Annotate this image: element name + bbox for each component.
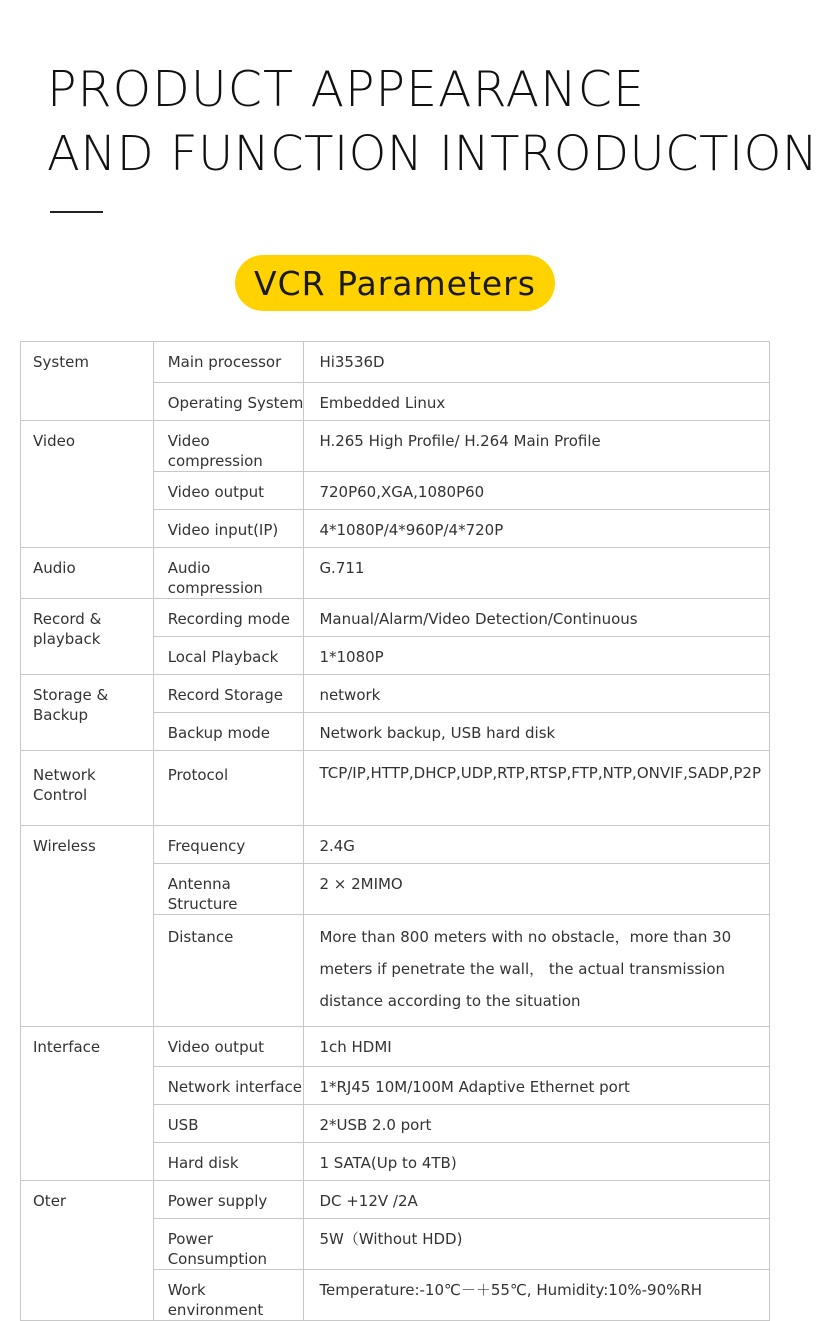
page-title-line-1: PRODUCT APPEARANCE — [47, 61, 645, 118]
value-cell: 1*RJ45 10M/100M Adaptive Ethernet port — [304, 1067, 770, 1105]
item-cell: Video compression — [153, 421, 304, 472]
value-cell: 2 × 2MIMO — [304, 864, 770, 915]
value-cell: Embedded Linux — [304, 383, 770, 421]
category-cell: Wireless — [21, 826, 154, 1027]
value-cell: 1ch HDMI — [304, 1027, 770, 1067]
category-cell: Interface — [21, 1027, 154, 1181]
value-cell: 1 SATA(Up to 4TB) — [304, 1143, 770, 1181]
item-cell: Operating System — [153, 383, 304, 421]
item-cell: Power supply — [153, 1181, 304, 1219]
table-row — [21, 1027, 770, 1067]
category-cell: Oter — [21, 1181, 154, 1321]
item-cell: Power Consumption — [153, 1219, 304, 1270]
section-badge: VCR Parameters — [235, 255, 555, 311]
parameters-table — [20, 341, 770, 1321]
value-cell: DC +12V /2A — [304, 1181, 770, 1219]
category-cell: Storage & Backup — [21, 675, 154, 751]
page-heading — [47, 58, 818, 186]
category-cell: Network Control — [21, 751, 154, 826]
item-cell: Hard disk — [153, 1143, 304, 1181]
value-cell: Temperature:-10℃－＋55℃, Humidity:10%-90%RH — [304, 1270, 770, 1321]
item-cell: Distance — [153, 915, 304, 1027]
item-cell: Main processor — [153, 342, 304, 383]
item-cell: Video input(IP) — [153, 510, 304, 548]
value-cell: 720P60,XGA,1080P60 — [304, 472, 770, 510]
table-row — [21, 1181, 770, 1219]
value-cell: More than 800 meters with no obstacle，more than 30 meters if penetrate the wall， the actual transmission distance according to the situation — [304, 915, 770, 1027]
page-title-line-2: AND FUNCTION INTRODUCTION — [47, 126, 818, 182]
value-cell: Hi3536D — [304, 342, 770, 383]
value-cell: network — [304, 675, 770, 713]
value-cell: 2*USB 2.0 port — [304, 1105, 770, 1143]
table-row — [21, 548, 770, 599]
item-cell: Recording mode — [153, 599, 304, 637]
value-cell: Network backup, USB hard disk — [304, 713, 770, 751]
item-cell: Audio compression — [153, 548, 304, 599]
item-cell: Frequency — [153, 826, 304, 864]
item-cell: Network interface — [153, 1067, 304, 1105]
category-cell: Video — [21, 421, 154, 548]
item-cell: Video output — [153, 472, 304, 510]
table-row — [21, 826, 770, 864]
table-row — [21, 751, 770, 826]
value-cell: 5W（Without HDD) — [304, 1219, 770, 1270]
title-divider — [50, 211, 103, 213]
value-cell: G.711 — [304, 548, 770, 599]
category-cell: Audio — [21, 548, 154, 599]
item-cell: Protocol — [153, 751, 304, 826]
item-cell: Local Playback — [153, 637, 304, 675]
value-cell: TCP/IP,HTTP,DHCP,UDP,RTP,RTSP,FTP,NTP,ONVIF,SADP,P2P — [304, 751, 770, 826]
item-cell: USB — [153, 1105, 304, 1143]
category-cell: Record & playback — [21, 599, 154, 675]
value-cell: H.265 High Profile/ H.264 Main Profile — [304, 421, 770, 472]
value-cell: Manual/Alarm/Video Detection/Continuous — [304, 599, 770, 637]
table-row — [21, 599, 770, 637]
value-cell: 2.4G — [304, 826, 770, 864]
item-cell: Video output — [153, 1027, 304, 1067]
item-cell: Backup mode — [153, 713, 304, 751]
table-row — [21, 342, 770, 383]
table-row — [21, 421, 770, 472]
category-cell: System — [21, 342, 154, 421]
value-cell: 4*1080P/4*960P/4*720P — [304, 510, 770, 548]
item-cell: Antenna Structure — [153, 864, 304, 915]
table-row — [21, 675, 770, 713]
item-cell: Record Storage — [153, 675, 304, 713]
value-cell: 1*1080P — [304, 637, 770, 675]
item-cell: Work environment — [153, 1270, 304, 1321]
